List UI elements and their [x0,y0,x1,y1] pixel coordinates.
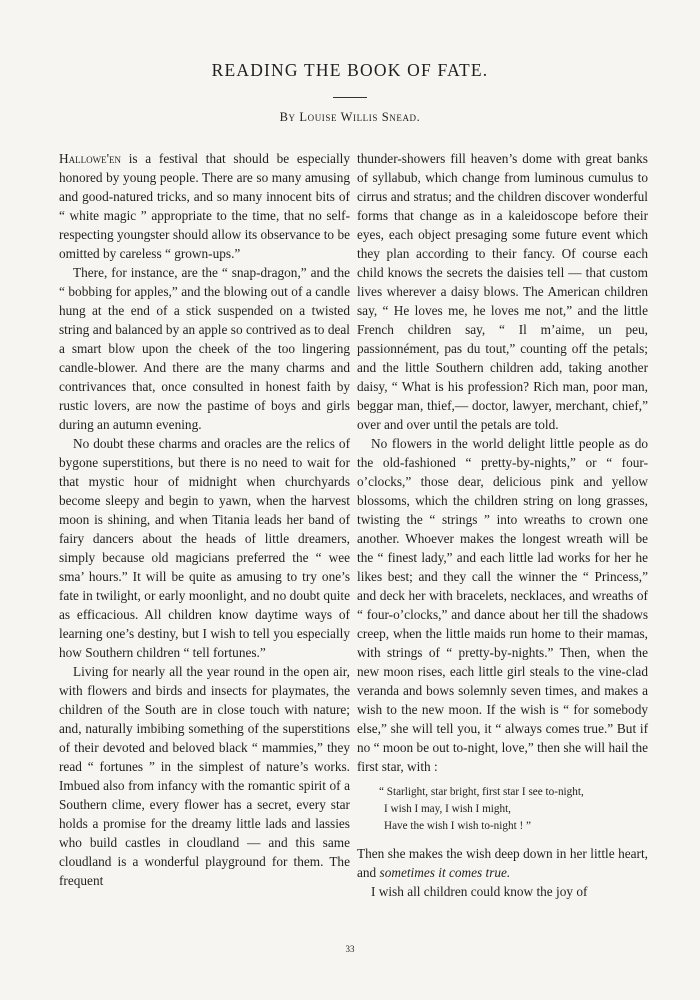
left-column [59,149,350,890]
paragraph: thunder-showers fill heaven’s dome with great banks of syllabub, which change from luminous cumulus to cirrus and stratus; and the children discover wonderful forms that change as in a kaleidoscope before their eyes, each object presaging some future event which they plan according to their fancy. Of course each child knows the secrets the daisies tell — that custom lives wherever a daisy blows. The American children say, “ He loves me, he loves me not,” and the little French children say, “ Il m’aime, un peu, passionnément, pas du tout,” counting off the petals; and the little Southern children add, taking another daisy, “ What is his profession? Rich man, poor man, beggar man, thief,— doctor, lawyer, merchant, chief,” over and over until the petals are told. [357,151,648,432]
paragraph: No flowers in the world delight little people as do the old-fashioned “ pretty-by-nights,” or “ four-o’clocks,” those dear, delicious pink and yellow blossoms, which the children string on long grasses, twisting the “ strings ” into wreaths to crown one another. Whoever makes the longest wreath will be the “ finest lady,” and each little lad works for her he likes best; and they call the winner the “ Princess,” and deck her with bracelets, necklaces, and wreaths of “ four-o’clocks,” and dance about her till the shadows creep, when the little maids run home to their mamas, with strings of “ pretty-by-nights.” Then, when the new moon rises, each little girl steals to the vine-clad veranda and bows solemnly seven times, and makes a wish to the new moon. If the wish is “ for somebody else,” she will tell you, it “ always comes true.” But if no “ moon be out to-night, love,” then she will hail the first star, with : [357,436,648,774]
paragraph: No doubt these charms and oracles are the relics of bygone superstitions, but there is no need to wait for that mystic hour of midnight when churchyards become sleepy and begin to yawn, when the harvest moon is shining, and when Titania leads her band of fairy dancers about the heads of little dreamers, simply because old magicians preferred the “ wee sma’ hours.” It will be quite as amusing to try one’s fate in twilight, or early moonlight, and no doubt quite as efficacious. All children know daytime ways of learning one’s destiny, but I wish to tell you especially how Southern children “ tell fortunes.” [59,436,350,660]
paragraph: I wish all children could know the joy of [371,884,588,899]
paragraph: Living for nearly all the year round in the open air, with flowers and birds and insects for playmates, the children of the South are in close touch with nature; and, naturally imbibing something of the superstitions of their devoted and beloved black “ mammies,” they read “ fortunes ” in the simplest of nature’s works. Imbued also from infancy with the romantic spirit of a Southern clime, every flower has a secret, every star holds a promise for the dreamy little lads and lassies who build castles in cloudland — and this same cloudland is a wonderful playground for them. The frequent [59,664,350,888]
lead-word: Hallowe'en [59,151,121,166]
article-title: READING THE BOOK OF FATE. [211,60,489,80]
paragraph: There, for instance, are the “ snap-dragon,” and the “ bobbing for apples,” and the blowing out of a candle hung at the end of a stick suspended on a twisted string and balanced by an apple so contrived as to deal a smart blow upon the cheek of the too lingering candle-blower. And there are the many charms and contrivances that, once consulted in honest faith by rustic lovers, are now the pastime of boys and girls during an autumn evening. [59,265,350,432]
right-column [357,149,648,901]
paragraph [59,149,350,263]
verse-line: I wish I may, I wish I might, [384,803,511,815]
title-rule [333,97,367,98]
verse-quote [379,784,648,835]
verse-line: “ Starlight, star bright, first star I see to-night, [379,786,584,798]
paragraph-text: Then she makes the wish deep down in her little heart, and [357,846,648,880]
page-number: 33 [345,944,355,954]
verse-line: Have the wish I wish to-night ! ” [384,820,531,832]
paragraph-text: is a festival that should be especially honored by young people. There are so many amusing and good-natured tricks, and so many innocent bits of “ white magic ” appropriate to the time, that no self-respecting youngster should allow its observance to be omitted by careless “ grown-ups.” [59,151,351,261]
paragraph [357,844,648,882]
article-byline: By Louise Willis Snead. [279,110,421,124]
italic-text: sometimes it comes true. [379,865,511,880]
